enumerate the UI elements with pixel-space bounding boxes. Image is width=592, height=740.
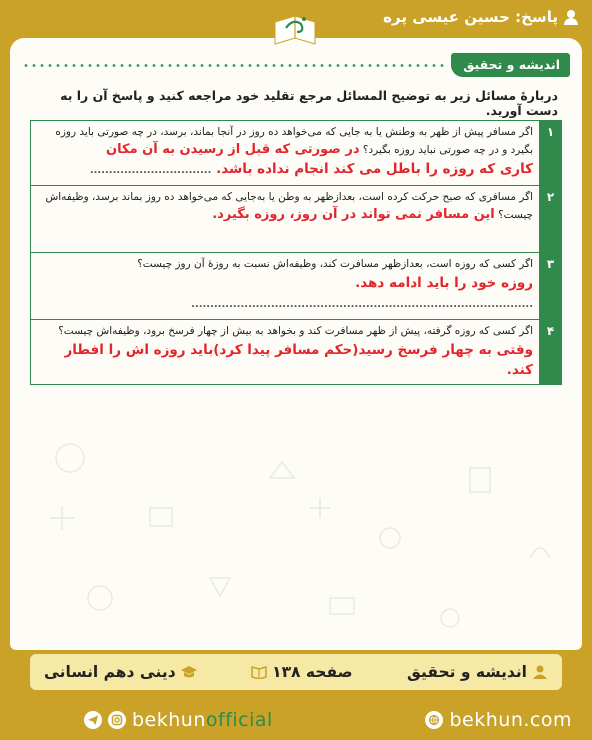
question-row: [31, 121, 561, 186]
question-number: ۱: [539, 121, 561, 185]
question-text: اگر مسافر پیش از ظهر به وطنش یا به جایی که می‌خواهد ده روز در آنجا بماند، برسد، در چه صورتی باید روزه بگیرد و در چه صورتی نباید روزه بگیرد؟: [55, 126, 533, 156]
graduation-cap-icon: [181, 665, 197, 679]
question-row: [31, 186, 561, 253]
section-tag: اندیشه و تحقیق: [451, 53, 570, 77]
answer-text: روزه خود را باید ادامه دهد.: [355, 275, 533, 291]
answer-text: این مسافر نمی تواند در آن روز، روزه بگیرد.: [212, 207, 495, 222]
author-credit: [383, 8, 578, 26]
instruction-text: دربارهٔ مسائل زیر به توضیح المسائل مرجع تقلید خود مراجعه کنید و پاسخ آن را به دست آورید.: [60, 88, 558, 118]
question-body: [31, 121, 539, 185]
instagram-icon[interactable]: [108, 711, 126, 729]
question-body: [31, 186, 539, 252]
answer-text: وقتی به چهار فرسخ رسید(حکم مسافر پیدا کرد)باید روزه اش را افطار کند.: [64, 342, 533, 378]
question-number: ۲: [539, 186, 561, 252]
author-text: پاسخ: حسین عیسی پره: [383, 8, 558, 26]
question-number: ۳: [539, 253, 561, 319]
answer-text-continued: کاری که روزه را باطل می کند انجام نداده باشد.: [216, 161, 533, 177]
person-icon: [564, 10, 578, 25]
question-body: [31, 320, 539, 384]
telegram-icon[interactable]: [84, 711, 102, 729]
book-title-label: دینی دهم انسانی: [44, 663, 197, 681]
question-row: [31, 320, 561, 384]
lesson-label: اندیشه و تحقیق: [407, 663, 548, 681]
question-row: [31, 253, 561, 320]
section-header: [22, 52, 570, 78]
questions-table: [30, 120, 562, 385]
content-card: [10, 38, 582, 650]
footer: [0, 700, 592, 740]
open-book-icon: [251, 665, 267, 679]
social-handle[interactable]: bekhunofficial: [84, 709, 273, 731]
page-number-label: صفحه ۱۳۸: [251, 663, 353, 681]
answer-text: در صورتی که قبل از رسیدن به آن مکان: [106, 142, 360, 157]
dotted-divider: [22, 64, 445, 67]
website-link[interactable]: bekhun.com: [425, 709, 572, 731]
question-text: اگر مسافری که صبح حرکت کرده است، بعدازظهر به وطن یا به‌جایی که می‌خواهد ده روز بماند برسد، وظیفه‌اش چیست؟: [45, 191, 533, 221]
dotted-line: [37, 234, 533, 248]
question-body: [31, 253, 539, 319]
question-text: اگر کسی که روزه گرفته، پیش از ظهر مسافرت کند و بخواهد به بیش از چهار فرسخ برود، وظیفه‌اش چیست؟: [58, 325, 533, 337]
dotted-line: ................................: [89, 165, 212, 176]
dotted-line: ..........................................................................................: [191, 299, 533, 310]
page-info-bar: [30, 654, 562, 690]
person-icon: [532, 665, 548, 679]
book-logo-icon: [271, 8, 319, 48]
globe-icon: [425, 711, 443, 729]
question-text: اگر کسی که روزه است، بعدازظهر مسافرت کند، وظیفه‌اش نسبت به روزهٔ آن روز چیست؟: [137, 258, 533, 270]
question-number: ۴: [539, 320, 561, 384]
